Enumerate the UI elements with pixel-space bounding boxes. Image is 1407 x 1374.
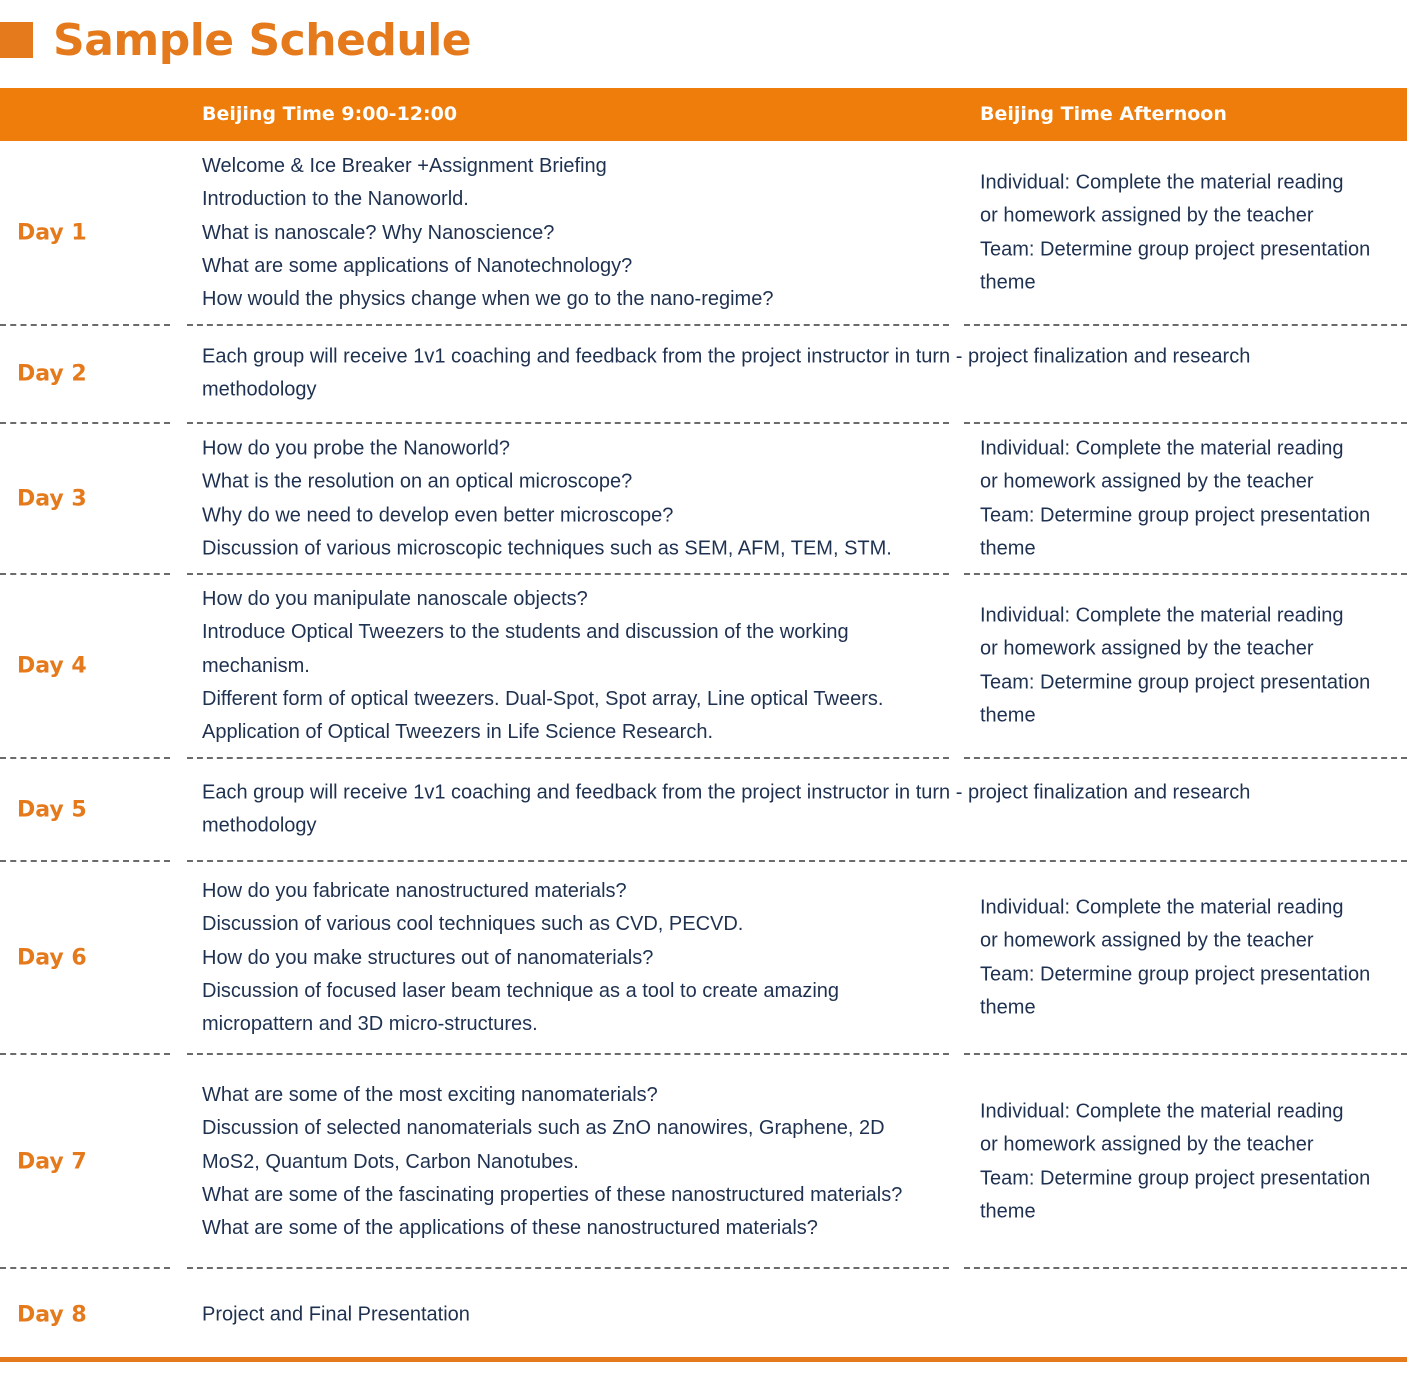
day-label: Day 8 <box>17 1302 87 1328</box>
morning-line: Welcome & Ice Breaker +Assignment Briefing <box>202 154 607 177</box>
afternoon-line: Individual: Complete the material reading <box>980 1100 1344 1123</box>
morning-line: Discussion of focused laser beam technique as a tool to create amazing <box>202 979 840 1002</box>
morning-line: Introduction to the Nanoworld. <box>202 188 469 211</box>
day-label: Day 1 <box>17 220 87 246</box>
morning-line: methodology <box>202 379 317 401</box>
row-divider <box>964 757 1407 759</box>
morning-line: Discussion of selected nanomaterials such as ZnO nanowires, Graphene, 2D <box>202 1117 885 1140</box>
row-divider <box>187 1267 949 1269</box>
afternoon-line: Individual: Complete the material reading <box>980 437 1344 460</box>
morning-line: Each group will receive 1v1 coaching and feedback from the project instructor in turn - project finalization and research <box>202 345 1251 368</box>
afternoon-line: Individual: Complete the material reading <box>980 171 1344 194</box>
day-label: Day 4 <box>17 653 87 679</box>
page-title: Sample Schedule <box>53 14 472 66</box>
day-label: Day 5 <box>17 797 87 823</box>
morning-line: How do you fabricate nanostructured materials? <box>202 879 627 902</box>
afternoon-cell <box>980 599 1370 732</box>
row-divider <box>964 324 1407 326</box>
morning-line: Application of Optical Tweezers in Life Science Research. <box>202 720 714 743</box>
morning-line: Project and Final Presentation <box>202 1303 470 1326</box>
afternoon-line: theme <box>980 704 1036 727</box>
morning-line: What are some of the most exciting nanomaterials? <box>202 1083 658 1106</box>
table-header <box>0 88 1407 141</box>
morning-line: Different form of optical tweezers. Dual-Spot, Spot array, Line optical Tweers. <box>202 687 884 710</box>
afternoon-line: or homework assigned by the teacher <box>980 204 1314 227</box>
title-row <box>0 14 472 66</box>
day-label: Day 3 <box>17 486 87 512</box>
morning-line: What are some of the fascinating properties of these nanostructured materials? <box>202 1183 903 1206</box>
morning-line: micropattern and 3D micro-structures. <box>202 1012 538 1035</box>
afternoon-line: or homework assigned by the teacher <box>980 1133 1314 1156</box>
row-divider <box>187 757 949 759</box>
afternoon-cell <box>980 891 1370 1024</box>
afternoon-line: theme <box>980 996 1036 1019</box>
morning-line: methodology <box>202 815 317 837</box>
morning-line: What are some of the applications of these nanostructured materials? <box>202 1216 818 1239</box>
afternoon-line: theme <box>980 1200 1036 1223</box>
afternoon-line: Team: Determine group project presentation <box>980 963 1371 985</box>
afternoon-line: Individual: Complete the material reading <box>980 896 1344 919</box>
afternoon-line: Team: Determine group project presentation <box>980 1167 1371 1189</box>
morning-line: What are some applications of Nanotechnology? <box>202 254 633 277</box>
afternoon-line: or homework assigned by the teacher <box>980 470 1314 493</box>
afternoon-line: or homework assigned by the teacher <box>980 637 1314 660</box>
morning-cell <box>202 1079 902 1245</box>
row-divider <box>964 422 1407 424</box>
row-divider <box>0 422 170 424</box>
row-divider <box>187 1053 949 1055</box>
row-divider <box>964 1053 1407 1055</box>
morning-line: Each group will receive 1v1 coaching and feedback from the project instructor in turn - project finalization and research <box>202 781 1251 804</box>
header-morning: Beijing Time 9:00-12:00 <box>202 103 458 125</box>
morning-cell <box>202 875 839 1041</box>
morning-line: mechanism. <box>202 654 310 677</box>
row-divider <box>0 860 170 862</box>
afternoon-line: Individual: Complete the material reading <box>980 604 1344 627</box>
row-divider <box>0 324 170 326</box>
row-divider <box>0 1267 170 1269</box>
row-divider <box>187 324 949 326</box>
afternoon-line: or homework assigned by the teacher <box>980 929 1314 952</box>
morning-line: What is nanoscale? Why Nanoscience? <box>202 221 555 244</box>
morning-line: How do you manipulate nanoscale objects? <box>202 587 588 610</box>
morning-cell <box>202 777 1250 844</box>
morning-line: How do you probe the Nanoworld? <box>202 437 510 460</box>
header-afternoon: Beijing Time Afternoon <box>980 103 1227 125</box>
afternoon-line: Team: Determine group project presentation <box>980 238 1371 260</box>
row-divider <box>964 1267 1407 1269</box>
afternoon-line: theme <box>980 271 1036 294</box>
morning-cell <box>202 150 773 316</box>
morning-line: How do you make structures out of nanomaterials? <box>202 946 654 969</box>
morning-line: MoS2, Quantum Dots, Carbon Nanotubes. <box>202 1150 579 1173</box>
day-label: Day 6 <box>17 945 87 971</box>
row-divider <box>187 422 949 424</box>
afternoon-cell <box>980 432 1370 565</box>
morning-line: Introduce Optical Tweezers to the students and discussion of the working <box>202 621 849 644</box>
afternoon-cell <box>980 166 1370 299</box>
afternoon-line: Team: Determine group project presentation <box>980 504 1371 526</box>
row-divider <box>0 757 170 759</box>
afternoon-line: theme <box>980 537 1036 560</box>
morning-cell <box>202 432 892 565</box>
morning-line: Discussion of various cool techniques such as CVD, PECVD. <box>202 913 744 936</box>
morning-line: Discussion of various microscopic techniques such as SEM, AFM, TEM, STM. <box>202 537 892 560</box>
day-label: Day 7 <box>17 1149 87 1175</box>
bottom-rule <box>0 1357 1407 1362</box>
row-divider <box>0 573 170 575</box>
row-divider <box>964 573 1407 575</box>
morning-cell <box>202 1298 470 1331</box>
morning-line: What is the resolution on an optical microscope? <box>202 470 633 493</box>
morning-cell <box>202 583 883 749</box>
row-divider <box>0 1053 170 1055</box>
row-divider <box>187 573 949 575</box>
morning-cell <box>202 341 1250 408</box>
morning-line: Why do we need to develop even better microscope? <box>202 504 674 526</box>
title-marker <box>0 22 33 58</box>
morning-line: How would the physics change when we go to the nano-regime? <box>202 287 774 310</box>
row-divider <box>187 860 1407 862</box>
day-label: Day 2 <box>17 361 87 387</box>
afternoon-line: Team: Determine group project presentation <box>980 671 1371 693</box>
afternoon-cell <box>980 1095 1370 1228</box>
